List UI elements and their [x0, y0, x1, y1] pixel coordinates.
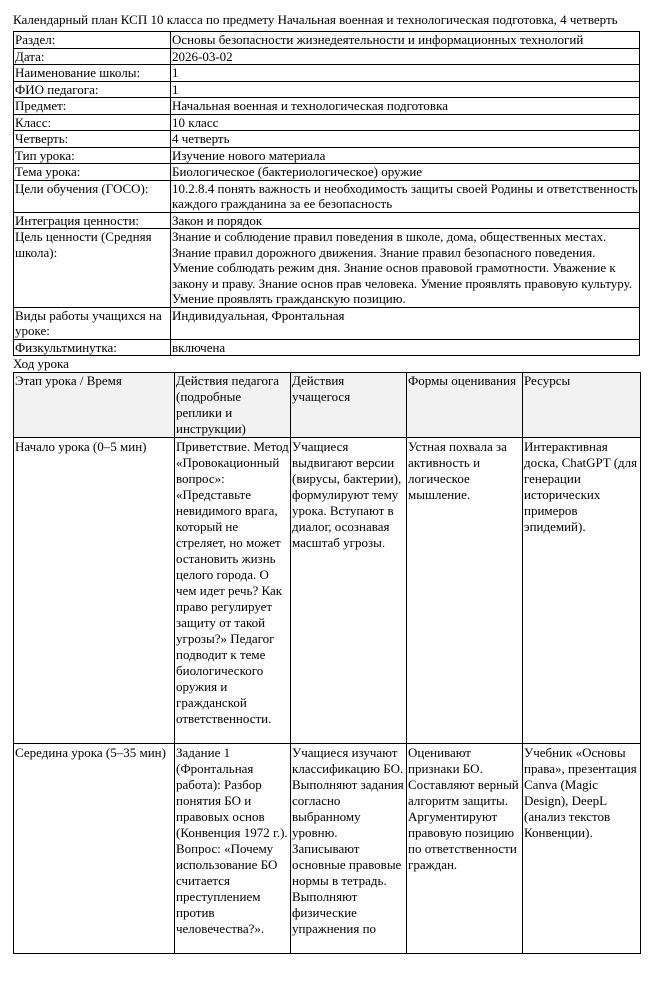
- info-label: Дата:: [14, 48, 171, 65]
- info-label: Виды работы учащихся на уроке:: [14, 307, 171, 339]
- teacher-actions-cell: Приветствие. Метод «Провокационный вопрос»: «Представьте невидимого врага, который не стреляет, но может остановить жизнь целого города. О чем идет речь? Как право регулирует защиту от такой угрозы?» Педагог подводит к теме биологического оружия и гражданской ответственности.: [175, 438, 291, 744]
- document-page: [13, 12, 640, 954]
- info-label: Тема урока:: [14, 164, 171, 181]
- info-row-school: [14, 65, 640, 82]
- teacher-actions-cell: Задание 1 (Фронтальная работа): Разбор понятия БО и правовых основ (Конвенция 1972 г.). Вопрос: «Почему использование БО считается преступлением против человечества?».: [175, 744, 291, 954]
- column-header-student-actions: Действия учащегося: [291, 373, 407, 438]
- assessment-cell: Оценивают признаки БО. Составляют верный алгоритм защиты. Аргументируют правовую позицию по ответственности граждан.: [407, 744, 523, 954]
- info-value: Знание и соблюдение правил поведения в школе, дома, общественных местах. Знание правил дорожного движения. Знание правил безопасного поведения. Умение соблюдать режим дня. Знание основ правовой грамотности. Уважение к закону и праву. Знание основ прав человека. Умение проявлять правовую культуру. Умение проявлять гражданскую позицию.: [171, 229, 640, 308]
- info-value: 4 четверть: [171, 131, 640, 148]
- info-value: Биологическое (бактериологическое) оружие: [171, 164, 640, 181]
- info-value: Закон и порядок: [171, 212, 640, 229]
- resources-cell: Учебник «Основы права», презентация Canva (Magic Design), DeepL (анализ текстов Конвенции).: [523, 744, 641, 954]
- table-row: [14, 438, 641, 744]
- info-row-topic: [14, 164, 640, 181]
- info-value: Начальная военная и технологическая подготовка: [171, 98, 640, 115]
- info-label: Предмет:: [14, 98, 171, 115]
- plan-header-row: [14, 373, 641, 438]
- info-row-work-types: [14, 307, 640, 339]
- resources-cell: Интерактивная доска, ChatGPT (для генерации исторических примеров эпидемий).: [523, 438, 641, 744]
- info-value: 1: [171, 81, 640, 98]
- info-value: Изучение нового материала: [171, 147, 640, 164]
- info-label: Четверть:: [14, 131, 171, 148]
- info-label: Цели обучения (ГОСО):: [14, 180, 171, 212]
- info-label: Интеграция ценности:: [14, 212, 171, 229]
- info-value: включена: [171, 339, 640, 356]
- info-value: 1: [171, 65, 640, 82]
- info-row-quarter: [14, 131, 640, 148]
- info-label: Тип урока:: [14, 147, 171, 164]
- info-value: 10 класс: [171, 114, 640, 131]
- column-header-assessment: Формы оценивания: [407, 373, 523, 438]
- info-row-class: [14, 114, 640, 131]
- info-row-learning-goals: [14, 180, 640, 212]
- info-value: 10.2.8.4 понять важность и необходимость защиты своей Родины и ответственность каждого гражданина за ее безопасность: [172, 180, 638, 211]
- info-row-date: [14, 48, 640, 65]
- info-label: Наименование школы:: [14, 65, 171, 82]
- column-header-teacher-actions: Действия педагога (подробные реплики и инструкции): [175, 373, 291, 438]
- info-row-physical-break: [14, 339, 640, 356]
- info-row-section: [14, 32, 640, 49]
- info-label: Физкультминутка:: [14, 339, 171, 356]
- info-value: Основы безопасности жизнедеятельности и информационных технологий: [171, 32, 640, 49]
- info-label: ФИО педагога:: [14, 81, 171, 98]
- student-actions-cell: Учащиеся изучают классификацию БО. Выполняют задания согласно выбранному уровню. Записывают основные правовые нормы в тетрадь. Выполняют физические упражнения по: [291, 744, 407, 954]
- table-row: [14, 744, 641, 954]
- info-row-teacher: [14, 81, 640, 98]
- assessment-cell: Устная похвала за активность и логическое мышление.: [407, 438, 523, 744]
- column-header-resources: Ресурсы: [523, 373, 641, 438]
- info-row-value-integration: [14, 212, 640, 229]
- stage-cell: Середина урока (5–35 мин): [14, 744, 175, 954]
- info-value: 2026-03-02: [171, 48, 640, 65]
- document-title: Календарный план КСП 10 класса по предмету Начальная военная и технологическая подготовка, 4 четверть: [13, 12, 618, 27]
- stage-cell: Начало урока (0–5 мин): [14, 438, 175, 744]
- info-label: Раздел:: [14, 32, 171, 49]
- info-label: Цель ценности (Средняя школа):: [14, 229, 171, 308]
- lesson-plan-table: [13, 372, 641, 954]
- info-row-lesson-type: [14, 147, 640, 164]
- info-row-subject: [14, 98, 640, 115]
- info-value: Индивидуальная, Фронтальная: [171, 307, 640, 339]
- lesson-progress-heading: Ход урока: [13, 356, 69, 371]
- info-row-value-goal: [14, 229, 640, 308]
- lesson-info-table: [13, 31, 640, 356]
- student-actions-cell: Учащиеся выдвигают версии (вирусы, бактерии), формулируют тему урока. Вступают в диалог, осознавая масштаб угрозы.: [291, 438, 407, 744]
- column-header-stage: Этап урока / Время: [14, 373, 175, 438]
- info-label: Класс:: [14, 114, 171, 131]
